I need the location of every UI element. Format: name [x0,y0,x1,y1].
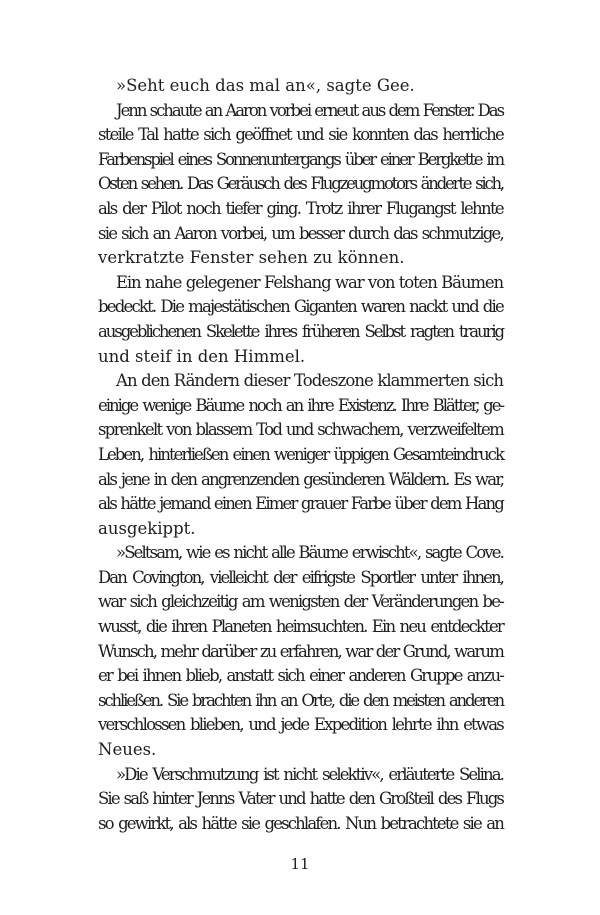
text-line: »Die Verschmutzung ist nicht selektiv«, erläuterte Selina. [116,764,503,784]
text-line: Jenn schaute an Aaron vorbei erneut aus dem Fenster. Das [116,100,503,120]
text-line: Sie saß hinter Jenns Vater und hatte den Großteil des Flugs [98,789,503,809]
text-line: Wunsch, mehr darüber zu erfahren, war der Grund, warum [98,641,503,661]
body-text [98,74,503,836]
text-line: ausgekippt. [98,518,196,538]
text-line: als hätte jemand einen Eimer grauer Farbe über dem Hang [98,494,503,514]
text-line: sprenkelt von blassem Tod und schwachem, verzweifeltem [98,420,503,440]
paragraph [98,763,503,837]
text-line: Dan Covington, vielleicht der eifrigste Sportler unter ihnen, [98,567,503,587]
text-line: bedeckt. Die majestätischen Giganten waren nackt und die [98,297,503,317]
text-line: Osten sehen. Das Geräusch des Flugzeugmotors änderte sich, [98,174,503,194]
paragraph [98,541,503,762]
text-line: verschlossen blieben, und jede Expedition lehrte ihn etwas [98,715,503,735]
text-line: ausgeblichenen Skelette ihres früheren Selbst ragten traurig [98,321,503,341]
page-number: 11 [290,855,310,873]
text-line: »Seltsam, wie es nicht alle Bäume erwischt«, sagte Cove. [116,543,503,563]
text-line: »Seht euch das mal an«, sagte Gee. [116,76,415,95]
paragraph [98,271,503,369]
text-line: Farbenspiel eines Sonnenuntergangs über einer Bergkette im [98,149,503,169]
text-line: wusst, die ihren Planeten heimsuchten. Ein neu entdeckter [98,617,503,637]
text-line: verkratzte Fenster sehen zu können. [98,248,405,268]
paragraph [98,99,503,271]
text-line: und steif in den Himmel. [98,346,306,366]
text-line: als der Pilot noch tiefer ging. Trotz ihrer Flugangst lehnte [98,198,503,218]
text-line: schließen. Sie brachten ihn an Orte, die den meisten anderen [98,690,503,710]
text-line: war sich gleichzeitig am wenigsten der Veränderungen be- [98,592,503,612]
text-line: einige wenige Bäume noch an ihre Existenz. Ihre Blätter, ge- [98,395,503,415]
paragraph [98,369,503,541]
text-line: er bei ihnen blieb, anstatt sich einer anderen Gruppe anzu- [98,666,503,686]
paragraph [98,74,503,99]
text-line: als jene in den angrenzenden gesünderen Wäldern. Es war, [98,469,503,489]
text-line: Neues. [98,740,157,760]
text-line: so gewirkt, als hätte sie geschlafen. Nun betrachtete sie an [98,813,503,833]
text-line: sie sich an Aaron vorbei, um besser durch das schmutzige, [98,223,503,243]
text-line: steile Tal hatte sich geöffnet und sie konnten das herrliche [98,125,503,145]
text-line: Ein nahe gelegener Felshang war von toten Bäumen [116,272,503,292]
text-line: An den Rändern dieser Todeszone klammerten sich [116,371,503,391]
text-line: Leben, hinterließen einen weniger üppigen Gesamteindruck [98,444,503,464]
